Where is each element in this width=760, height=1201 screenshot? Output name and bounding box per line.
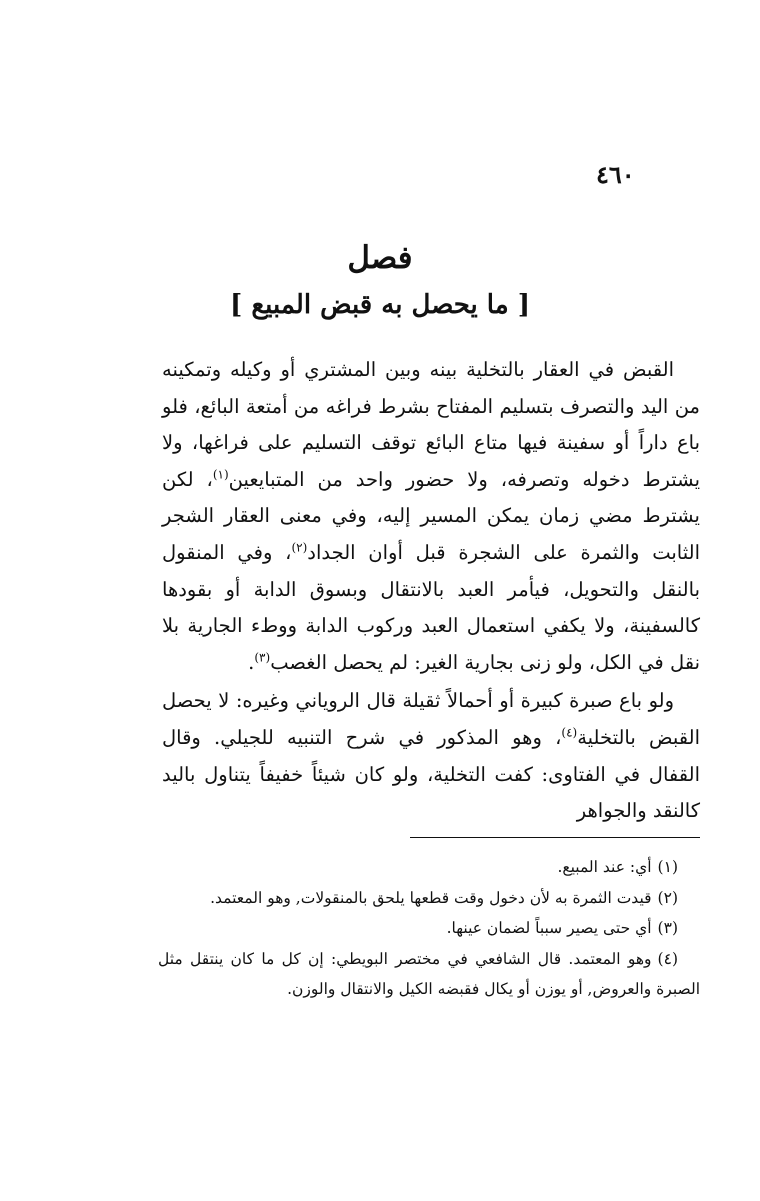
footnote	[158, 852, 700, 883]
footnote-ref: (٢)	[291, 540, 308, 555]
text-run: ، لكن يشترط مضي زمان يمكن المسير إليه، وفي معنى العقار الشجر الثابت والثمرة على الشجرة قبل أوان الجداد	[162, 467, 700, 564]
footnotes	[158, 852, 700, 1005]
footnote-mark: (٣)	[657, 919, 678, 937]
footnote	[158, 883, 700, 914]
page-number: ٤٦٠	[596, 160, 635, 189]
footnote-divider	[410, 837, 700, 838]
text-run: القبض في العقار بالتخلية بينه وبين المشتري أو وكيله وتمكينه من اليد والتصرف بتسليم المفتاح بشرط فراغه من أمتعة البائع، فلو باع داراً أو سفينة فيها متاع البائع توقف التسليم على فراغها، ولا يشترط دخوله وتصرفه، ولا حضور واحد من المتبايعين	[162, 358, 700, 491]
chapter-title: فصل	[347, 240, 413, 276]
footnote-ref: (٣)	[254, 650, 271, 665]
chapter-subtitle: [ ما يحصل به قبض المبيع ]	[229, 290, 531, 320]
footnote-mark: (١)	[657, 858, 678, 876]
footnote-text: وهو المعتمد. قال الشافعي في مختصر البويطي: إن كل ما كان ينتقل مثل الصبرة والعروض, أو يوزن أو يكال فقبضه الكيل والانتقال والوزن.	[158, 949, 700, 998]
footnote-text: قيدت الثمرة به لأن دخول وقت قطعها يلحق بالمنقولات, وهو المعتمد.	[210, 888, 652, 907]
paragraph	[162, 683, 700, 829]
footnote-text: أي: عند المبيع.	[557, 858, 652, 876]
footnote	[158, 944, 700, 1005]
text-run: ولو باع صبرة كبيرة أو أحمالاً ثقيلة قال الروياني وغيره: لا يحصل القبض بالتخلية	[162, 689, 700, 749]
paragraph	[162, 352, 700, 681]
body-text	[162, 352, 700, 830]
text-run: .	[248, 650, 255, 674]
text-run: ، وهو المذكور في شرح التنبيه للجيلي. وقال القفال في الفتاوى: كفت التخلية، ولو كان شيئاً خفيفاً يتناول باليد كالنقد والجواهر	[162, 725, 700, 823]
footnote-ref: (١)	[212, 467, 229, 482]
text-run: ، وفي المنقول بالنقل والتحويل، فيأمر العبد بالانتقال وبسوق الدابة أو بقودها كالسفينة، ولا يكفي استعمال العبد وركوب الدابة ووطء الجارية بلا نقل في الكل، ولو زنى بجارية الغير: لم يحصل الغصب	[162, 540, 700, 674]
footnote-text: أي حتى يصير سبباً لضمان عينها.	[446, 919, 652, 937]
footnote-ref: (٤)	[561, 725, 578, 740]
footnote-mark: (٢)	[657, 888, 678, 907]
footnote	[158, 913, 700, 944]
footnote-mark: (٤)	[657, 949, 678, 968]
